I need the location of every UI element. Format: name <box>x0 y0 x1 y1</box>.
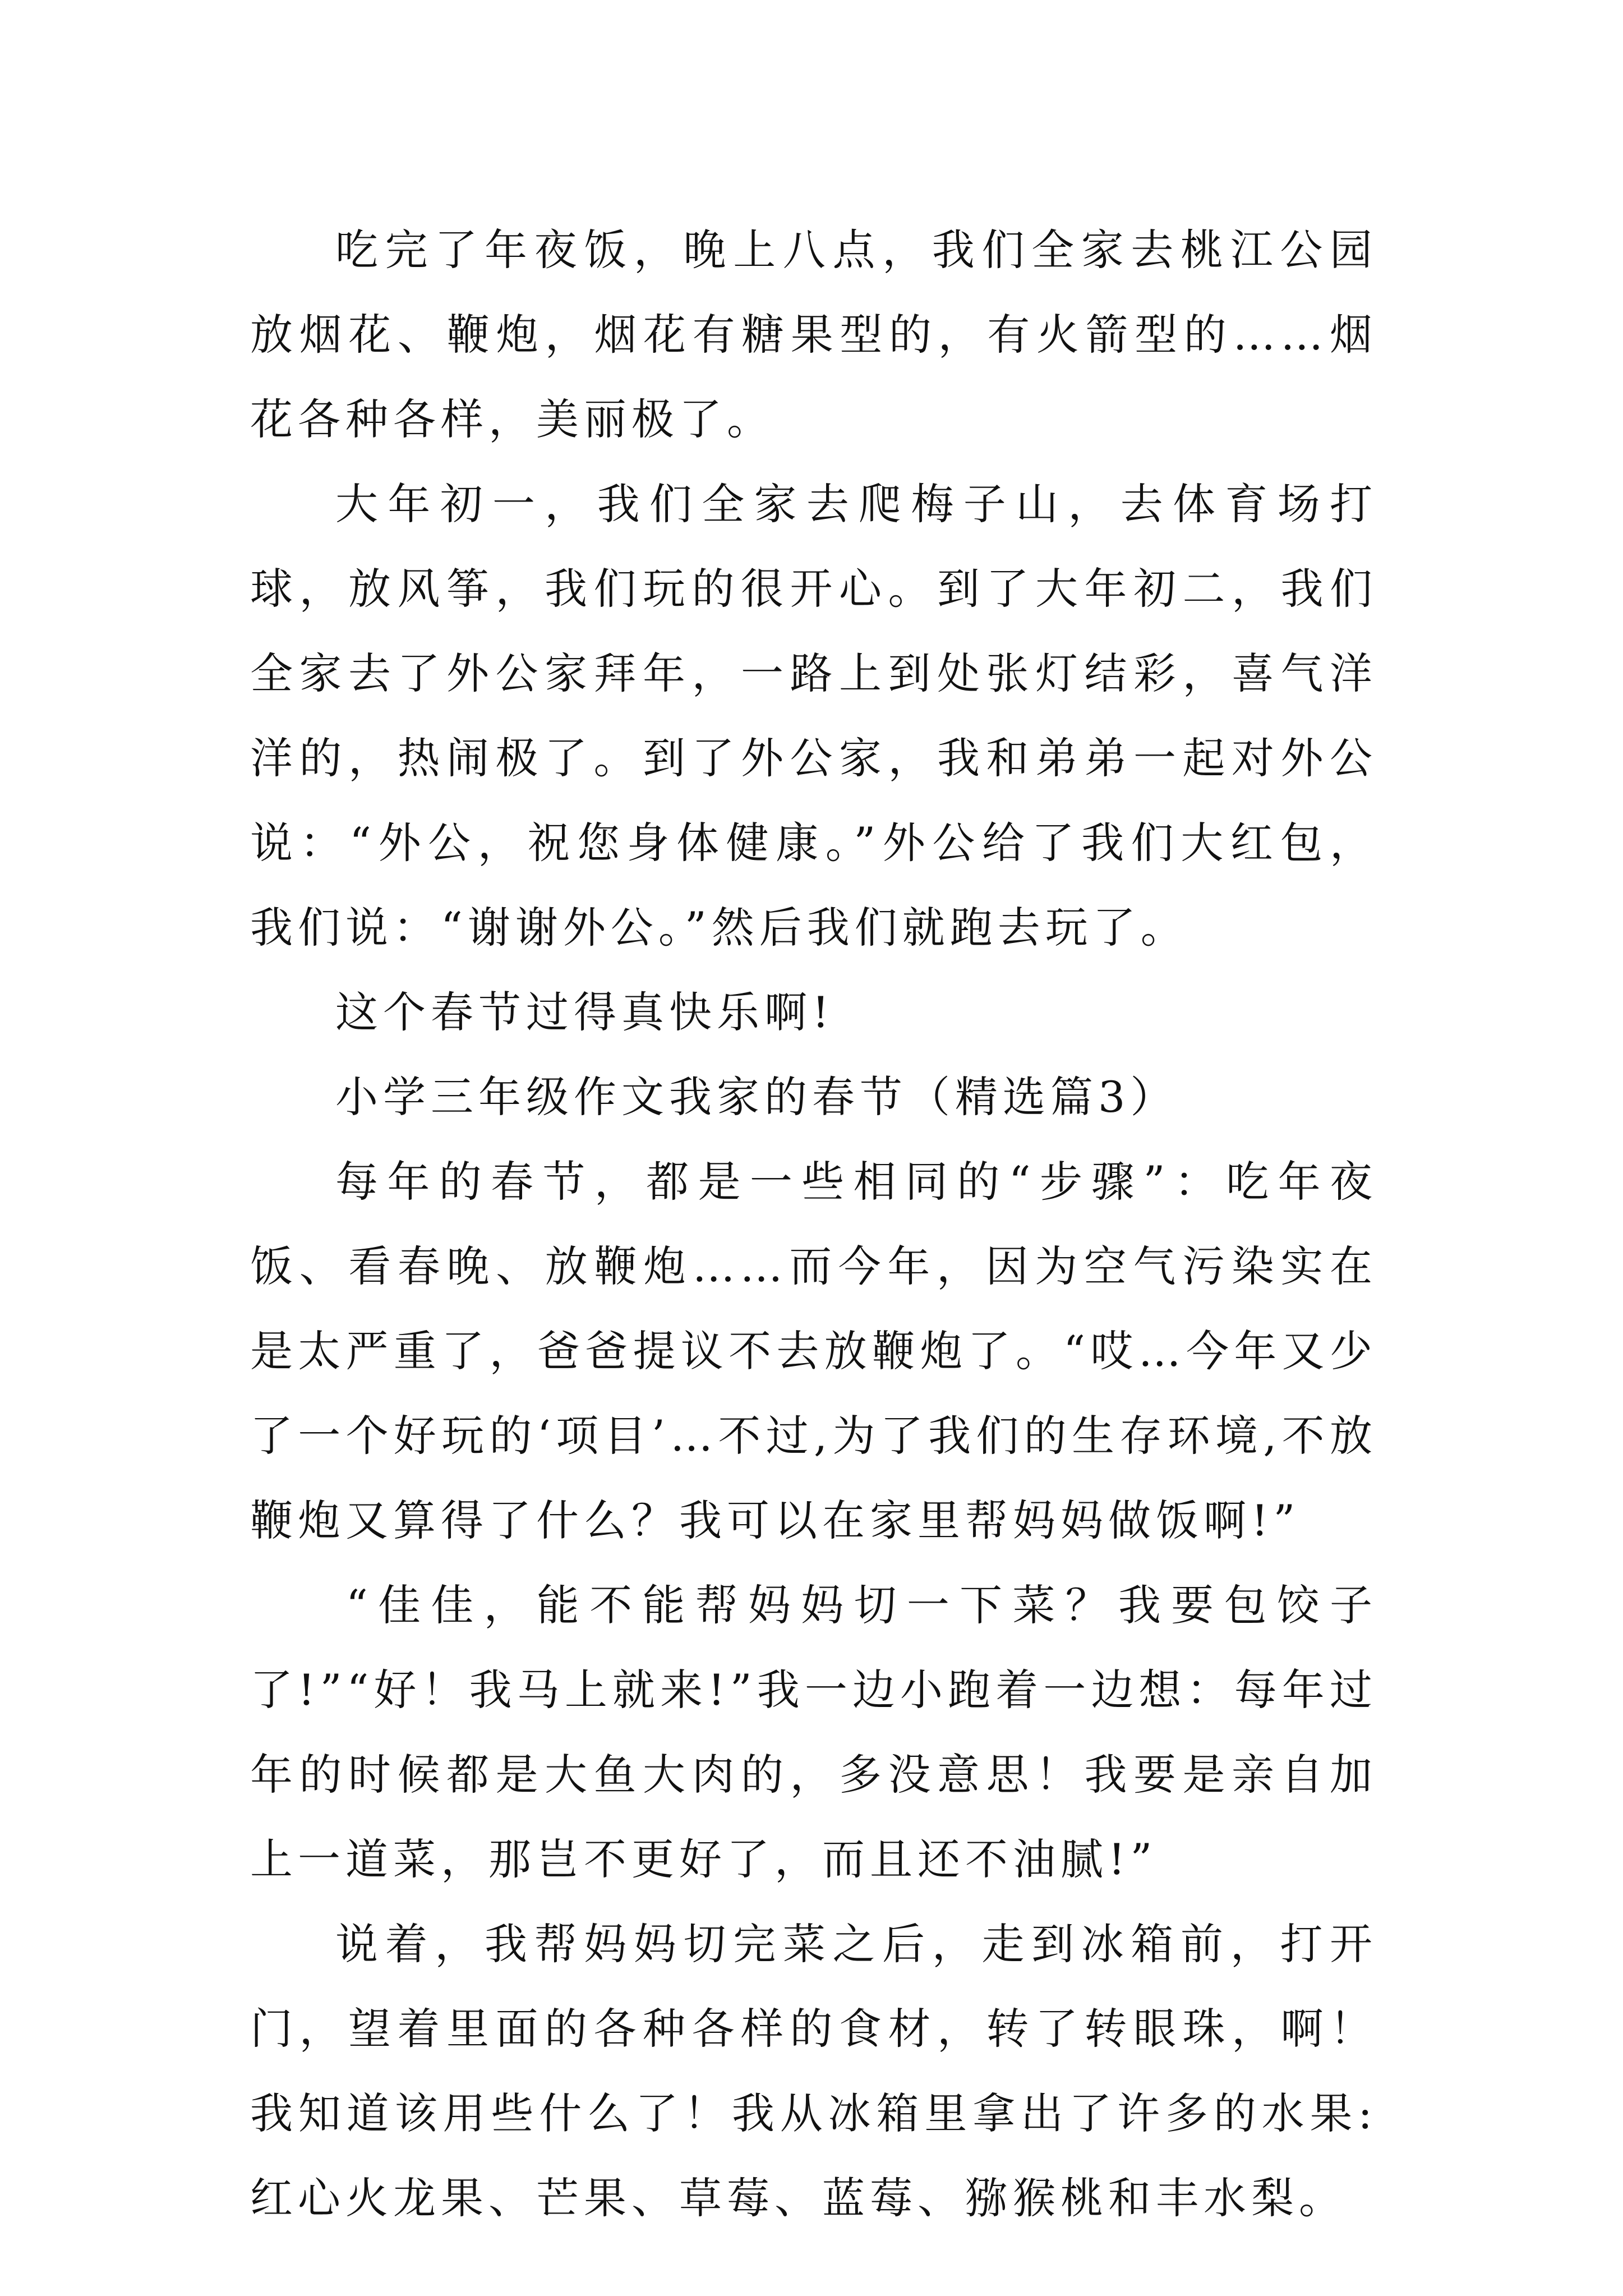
paragraph-first-second-day: 大年初一，我们全家去爬梅子山，去体育场打球，放风筝，我们玩的很开心。到了大年初二，我们全家去了外公家拜年，一路上到处张灯结彩，喜气洋洋的，热闹极了。到了外公家，我和弟弟一起对外公说：“外公，祝您身体健康。”外公给了我们大红包，我们说：“谢谢外公。”然后我们就跑去玩了。 <box>250 479 1377 953</box>
paragraph-new-year-eve-fireworks: 吃完了年夜饭，晚上八点，我们全家去桃江公园放烟花、鞭炮，烟花有糖果型的，有火箭型的……烟花各种各样，美丽极了。 <box>250 225 1377 444</box>
document-body <box>250 208 1377 2240</box>
paragraph-festival-steps: 每年的春节，都是一些相同的“步骤”：吃年夜饭、看春晚、放鞭炮……而今年，因为空气污染实在是太严重了，爸爸提议不去放鞭炮了。“哎…今年又少了一个好玩的‘项目’…不过,为了我们的生存环境,不放鞭炮又算得了什么？我可以在家里帮妈妈做饭啊!” <box>250 1157 1377 1545</box>
paragraph-happy-festival: 这个春节过得真快乐啊! <box>335 987 834 1037</box>
paragraph-dumplings-dialogue: “佳佳，能不能帮妈妈切一下菜？我要包饺子了!”“好！我马上就来!”我一边小跑着一边想：每年过年的时候都是大鱼大肉的，多没意思！我要是亲自加上一道菜，那岂不更好了，而且还不油腻!” <box>250 1580 1377 1884</box>
paragraph-fridge-fruits: 说着，我帮妈妈切完菜之后，走到冰箱前，打开门，望着里面的各种各样的食材，转了转眼珠，啊！我知道该用些什么了！我从冰箱里拿出了许多的水果: 红心火龙果、芒果、草莓、蓝莓、猕猴桃和丰水梨。 <box>250 1919 1377 2223</box>
section-heading-selected-3: 小学三年级作文我家的春节（精选篇3） <box>335 1072 1178 1122</box>
